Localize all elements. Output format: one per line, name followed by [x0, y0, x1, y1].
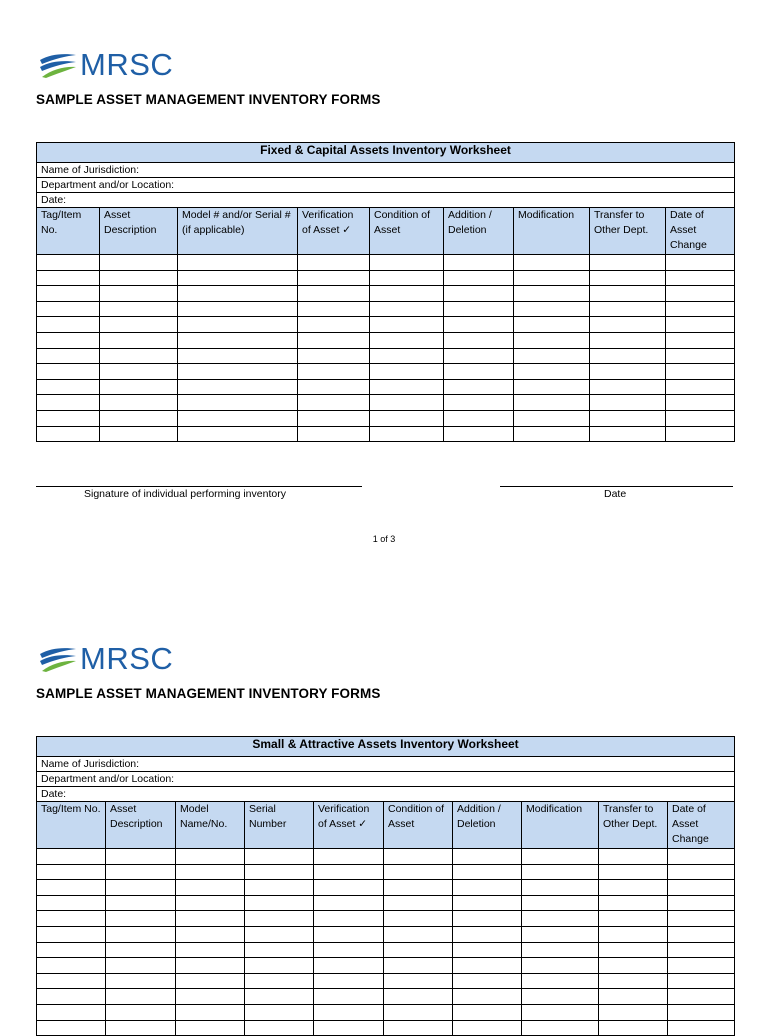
table-cell[interactable]	[37, 1020, 106, 1036]
table-cell[interactable]	[522, 989, 599, 1005]
table-row	[37, 942, 735, 958]
table-cell[interactable]	[37, 301, 100, 317]
table-cell[interactable]	[668, 1004, 735, 1020]
table-row	[37, 989, 735, 1005]
table-cell[interactable]	[590, 348, 666, 364]
table-cell[interactable]	[522, 895, 599, 911]
table-cell[interactable]	[298, 332, 370, 348]
table-cell[interactable]	[106, 1004, 176, 1020]
table-cell[interactable]	[453, 895, 522, 911]
column-header: Asset Description	[100, 208, 178, 255]
table-row	[37, 395, 735, 411]
table-cell[interactable]	[314, 1020, 384, 1036]
table-cell[interactable]	[384, 1004, 453, 1020]
table-cell[interactable]	[590, 410, 666, 426]
table-row	[37, 379, 735, 395]
table-cell[interactable]	[444, 286, 514, 302]
table-cell[interactable]	[178, 348, 298, 364]
table-cell[interactable]	[176, 864, 245, 880]
table-cell[interactable]	[514, 410, 590, 426]
table-cell[interactable]	[599, 911, 668, 927]
table-cell[interactable]	[370, 332, 444, 348]
table-cell[interactable]	[106, 911, 176, 927]
table-cell[interactable]	[666, 379, 735, 395]
table-cell[interactable]	[666, 301, 735, 317]
table-cell[interactable]	[599, 1004, 668, 1020]
table-cell[interactable]	[37, 332, 100, 348]
table-cell[interactable]	[245, 958, 314, 974]
table-cell[interactable]	[37, 942, 106, 958]
small-assets-worksheet	[36, 736, 735, 1036]
table-cell[interactable]	[176, 989, 245, 1005]
table-cell[interactable]	[100, 286, 178, 302]
table-cell[interactable]	[444, 364, 514, 380]
worksheet-title: Fixed & Capital Assets Inventory Worksheet	[37, 143, 735, 163]
jurisdiction-field[interactable]: Name of Jurisdiction:	[37, 757, 735, 772]
table-cell[interactable]	[590, 286, 666, 302]
table-cell[interactable]	[37, 317, 100, 333]
table-cell[interactable]	[100, 364, 178, 380]
table-cell[interactable]	[666, 364, 735, 380]
table-cell[interactable]	[314, 911, 384, 927]
table-cell[interactable]	[668, 989, 735, 1005]
table-cell[interactable]	[37, 849, 106, 865]
table-cell[interactable]	[384, 895, 453, 911]
date-label: Date	[604, 488, 627, 500]
table-cell[interactable]	[298, 270, 370, 286]
table-row	[37, 255, 735, 271]
table-cell[interactable]	[178, 332, 298, 348]
table-cell[interactable]	[514, 301, 590, 317]
table-cell[interactable]	[370, 410, 444, 426]
table-cell[interactable]	[298, 410, 370, 426]
table-cell[interactable]	[666, 395, 735, 411]
table-cell[interactable]	[298, 286, 370, 302]
table-cell[interactable]	[100, 395, 178, 411]
table-cell[interactable]	[176, 1004, 245, 1020]
table-body	[37, 255, 735, 442]
table-row	[37, 958, 735, 974]
table-cell[interactable]	[514, 426, 590, 442]
table-row	[37, 880, 735, 896]
table-cell[interactable]	[384, 973, 453, 989]
table-cell[interactable]	[178, 270, 298, 286]
column-header: Transfer to Other Dept.	[599, 802, 668, 849]
table-row	[37, 410, 735, 426]
table-cell[interactable]	[370, 255, 444, 271]
table-cell[interactable]	[666, 317, 735, 333]
table-cell[interactable]	[245, 864, 314, 880]
table-cell[interactable]	[106, 849, 176, 865]
table-row	[37, 332, 735, 348]
table-cell[interactable]	[666, 270, 735, 286]
table-cell[interactable]	[370, 286, 444, 302]
table-cell[interactable]	[245, 895, 314, 911]
table-cell[interactable]	[298, 395, 370, 411]
table-cell[interactable]	[666, 426, 735, 442]
table-cell[interactable]	[514, 332, 590, 348]
table-cell[interactable]	[453, 958, 522, 974]
table-cell[interactable]	[590, 301, 666, 317]
table-row	[37, 926, 735, 942]
table-cell[interactable]	[314, 942, 384, 958]
table-cell[interactable]	[245, 1020, 314, 1036]
table-cell[interactable]	[522, 864, 599, 880]
table-cell[interactable]	[370, 301, 444, 317]
table-cell[interactable]	[599, 895, 668, 911]
table-cell[interactable]	[245, 1004, 314, 1020]
table-cell[interactable]	[176, 942, 245, 958]
table-cell[interactable]	[590, 270, 666, 286]
table-cell[interactable]	[599, 989, 668, 1005]
table-cell[interactable]	[37, 973, 106, 989]
mrsc-logo-mark-icon	[38, 645, 78, 673]
column-header: Asset Description	[106, 802, 176, 849]
table-cell[interactable]	[37, 255, 100, 271]
column-header: Addition / Deletion	[453, 802, 522, 849]
table-row	[37, 911, 735, 927]
table-cell[interactable]	[106, 958, 176, 974]
table-cell[interactable]	[668, 880, 735, 896]
column-header: Model # and/or Serial # (if applicable)	[178, 208, 298, 255]
table-cell[interactable]	[176, 849, 245, 865]
table-cell[interactable]	[178, 426, 298, 442]
table-cell[interactable]	[176, 1020, 245, 1036]
department-field[interactable]: Department and/or Location:	[37, 178, 735, 193]
table-cell[interactable]	[100, 426, 178, 442]
table-cell[interactable]	[384, 864, 453, 880]
table-cell[interactable]	[599, 926, 668, 942]
table-cell[interactable]	[668, 1020, 735, 1036]
table-cell[interactable]	[100, 317, 178, 333]
table-cell[interactable]	[106, 942, 176, 958]
column-header: Date of Asset Change	[668, 802, 735, 849]
column-header: Date of Asset Change	[666, 208, 735, 255]
table-cell[interactable]	[590, 379, 666, 395]
table-cell[interactable]	[384, 1020, 453, 1036]
table-cell[interactable]	[666, 348, 735, 364]
table-cell[interactable]	[522, 1004, 599, 1020]
table-cell[interactable]	[37, 926, 106, 942]
table-cell[interactable]	[245, 973, 314, 989]
table-cell[interactable]	[245, 849, 314, 865]
table-cell[interactable]	[522, 942, 599, 958]
table-cell[interactable]	[314, 895, 384, 911]
worksheet-title: Small & Attractive Assets Inventory Worksheet	[37, 737, 735, 757]
column-header: Verification of Asset ✓	[298, 208, 370, 255]
table-cell[interactable]	[453, 926, 522, 942]
table-cell[interactable]	[37, 395, 100, 411]
table-cell[interactable]	[106, 864, 176, 880]
table-cell[interactable]	[100, 255, 178, 271]
table-cell[interactable]	[298, 426, 370, 442]
table-cell[interactable]	[668, 942, 735, 958]
table-cell[interactable]	[370, 270, 444, 286]
jurisdiction-field[interactable]: Name of Jurisdiction:	[37, 163, 735, 178]
table-cell[interactable]	[522, 880, 599, 896]
table-row	[37, 895, 735, 911]
table-cell[interactable]	[453, 942, 522, 958]
table-cell[interactable]	[100, 348, 178, 364]
table-row	[37, 973, 735, 989]
table-cell[interactable]	[314, 958, 384, 974]
column-header: Serial Number	[245, 802, 314, 849]
table-cell[interactable]	[590, 395, 666, 411]
table-cell[interactable]	[590, 332, 666, 348]
table-cell[interactable]	[178, 395, 298, 411]
table-cell[interactable]	[100, 410, 178, 426]
table-cell[interactable]	[590, 255, 666, 271]
column-header: Model Name/No.	[176, 802, 245, 849]
table-cell[interactable]	[453, 880, 522, 896]
table-cell[interactable]	[298, 348, 370, 364]
table-cell[interactable]	[522, 849, 599, 865]
table-cell[interactable]	[599, 958, 668, 974]
column-header: Modification	[514, 208, 590, 255]
table-cell[interactable]	[314, 864, 384, 880]
signature-label: Signature of individual performing inventory	[84, 488, 286, 500]
table-cell[interactable]	[176, 958, 245, 974]
table-cell[interactable]	[106, 880, 176, 896]
table-cell[interactable]	[599, 849, 668, 865]
table-cell[interactable]	[370, 395, 444, 411]
table-cell[interactable]	[444, 410, 514, 426]
table-cell[interactable]	[599, 1020, 668, 1036]
table-cell[interactable]	[370, 379, 444, 395]
column-header: Condition of Asset	[384, 802, 453, 849]
table-cell[interactable]	[668, 926, 735, 942]
table-cell[interactable]	[668, 895, 735, 911]
table-cell[interactable]	[100, 332, 178, 348]
table-cell[interactable]	[453, 864, 522, 880]
table-cell[interactable]	[384, 942, 453, 958]
table-cell[interactable]	[298, 301, 370, 317]
table-cell[interactable]	[176, 911, 245, 927]
table-cell[interactable]	[176, 973, 245, 989]
table-cell[interactable]	[668, 911, 735, 927]
table-cell[interactable]	[599, 973, 668, 989]
logo-text: MRSC	[80, 641, 174, 676]
table-cell[interactable]	[245, 989, 314, 1005]
table-cell[interactable]	[298, 364, 370, 380]
table-cell[interactable]	[666, 410, 735, 426]
table-cell[interactable]	[599, 880, 668, 896]
table-cell[interactable]	[314, 989, 384, 1005]
column-header: Condition of Asset	[370, 208, 444, 255]
table-cell[interactable]	[298, 255, 370, 271]
table-cell[interactable]	[514, 255, 590, 271]
table-cell[interactable]	[314, 849, 384, 865]
table-cell[interactable]	[176, 880, 245, 896]
table-cell[interactable]	[37, 379, 100, 395]
table-cell[interactable]	[514, 286, 590, 302]
table-cell[interactable]	[384, 926, 453, 942]
table-cell[interactable]	[514, 270, 590, 286]
table-cell[interactable]	[37, 426, 100, 442]
table-cell[interactable]	[668, 958, 735, 974]
table-cell[interactable]	[245, 880, 314, 896]
table-cell[interactable]	[590, 364, 666, 380]
signature-line	[36, 486, 362, 487]
table-cell[interactable]	[522, 926, 599, 942]
table-row	[37, 317, 735, 333]
table-cell[interactable]	[668, 973, 735, 989]
table-cell[interactable]	[522, 911, 599, 927]
table-cell[interactable]	[100, 270, 178, 286]
table-cell[interactable]	[590, 426, 666, 442]
table-cell[interactable]	[106, 926, 176, 942]
table-cell[interactable]	[666, 332, 735, 348]
table-cell[interactable]	[106, 895, 176, 911]
table-cell[interactable]	[37, 364, 100, 380]
table-cell[interactable]	[384, 849, 453, 865]
table-cell[interactable]	[668, 849, 735, 865]
table-cell[interactable]	[444, 426, 514, 442]
table-row	[37, 1020, 735, 1036]
table-cell[interactable]	[514, 364, 590, 380]
column-header: Tag/Item No.	[37, 802, 106, 849]
table-cell[interactable]	[666, 286, 735, 302]
table-cell[interactable]	[384, 989, 453, 1005]
table-cell[interactable]	[106, 1020, 176, 1036]
table-row	[37, 1004, 735, 1020]
table-cell[interactable]	[37, 958, 106, 974]
page-number: 1 of 3	[372, 534, 396, 544]
table-cell[interactable]	[444, 348, 514, 364]
table-cell[interactable]	[176, 895, 245, 911]
table-cell[interactable]	[666, 255, 735, 271]
table-cell[interactable]	[522, 973, 599, 989]
column-header: Tag/Item No.	[37, 208, 100, 255]
table-cell[interactable]	[178, 410, 298, 426]
table-row	[37, 864, 735, 880]
column-header: Modification	[522, 802, 599, 849]
table-cell[interactable]	[590, 317, 666, 333]
table-cell[interactable]	[453, 911, 522, 927]
table-cell[interactable]	[37, 911, 106, 927]
table-cell[interactable]	[370, 348, 444, 364]
table-cell[interactable]	[178, 286, 298, 302]
table-row	[37, 426, 735, 442]
table-cell[interactable]	[522, 1020, 599, 1036]
department-field[interactable]: Department and/or Location:	[37, 772, 735, 787]
table-cell[interactable]	[314, 926, 384, 942]
table-row	[37, 364, 735, 380]
table-cell[interactable]	[599, 864, 668, 880]
table-cell[interactable]	[444, 395, 514, 411]
table-cell[interactable]	[245, 926, 314, 942]
mrsc-logo-mark-icon	[38, 51, 78, 79]
date-line	[500, 486, 733, 487]
mrsc-logo	[38, 49, 173, 81]
table-row	[37, 286, 735, 302]
mrsc-logo	[38, 643, 173, 675]
table-cell[interactable]	[314, 1004, 384, 1020]
table-cell[interactable]	[444, 379, 514, 395]
table-cell[interactable]	[245, 942, 314, 958]
table-cell[interactable]	[178, 255, 298, 271]
table-cell[interactable]	[384, 880, 453, 896]
table-cell[interactable]	[384, 958, 453, 974]
table-cell[interactable]	[178, 301, 298, 317]
table-cell[interactable]	[37, 1004, 106, 1020]
table-cell[interactable]	[37, 410, 100, 426]
table-cell[interactable]	[453, 849, 522, 865]
table-cell[interactable]	[106, 989, 176, 1005]
table-cell[interactable]	[37, 989, 106, 1005]
table-body	[37, 849, 735, 1036]
table-cell[interactable]	[522, 958, 599, 974]
table-cell[interactable]	[178, 379, 298, 395]
table-cell[interactable]	[668, 864, 735, 880]
table-cell[interactable]	[599, 942, 668, 958]
fixed-assets-worksheet	[36, 142, 735, 442]
table-cell[interactable]	[314, 880, 384, 896]
column-header: Transfer to Other Dept.	[590, 208, 666, 255]
column-header: Verification of Asset ✓	[314, 802, 384, 849]
table-cell[interactable]	[314, 973, 384, 989]
page-title: SAMPLE ASSET MANAGEMENT INVENTORY FORMS	[36, 92, 381, 107]
table-cell[interactable]	[37, 895, 106, 911]
table-cell[interactable]	[176, 926, 245, 942]
table-cell[interactable]	[298, 317, 370, 333]
table-cell[interactable]	[514, 379, 590, 395]
date-field[interactable]: Date:	[37, 787, 735, 802]
table-cell[interactable]	[100, 379, 178, 395]
table-cell[interactable]	[514, 395, 590, 411]
table-cell[interactable]	[453, 989, 522, 1005]
table-cell[interactable]	[298, 379, 370, 395]
logo-text: MRSC	[80, 47, 174, 82]
table-cell[interactable]	[245, 911, 314, 927]
table-cell[interactable]	[37, 864, 106, 880]
table-cell[interactable]	[384, 911, 453, 927]
table-row	[37, 849, 735, 865]
table-cell[interactable]	[37, 286, 100, 302]
page-title: SAMPLE ASSET MANAGEMENT INVENTORY FORMS	[36, 686, 381, 701]
table-cell[interactable]	[37, 880, 106, 896]
table-cell[interactable]	[444, 317, 514, 333]
table-row	[37, 301, 735, 317]
table-cell[interactable]	[370, 317, 444, 333]
table-cell[interactable]	[37, 348, 100, 364]
table-row	[37, 348, 735, 364]
table-cell[interactable]	[453, 973, 522, 989]
table-cell[interactable]	[453, 1004, 522, 1020]
table-cell[interactable]	[444, 301, 514, 317]
table-cell[interactable]	[444, 332, 514, 348]
table-cell[interactable]	[370, 426, 444, 442]
table-cell[interactable]	[514, 348, 590, 364]
table-cell[interactable]	[444, 270, 514, 286]
table-row	[37, 270, 735, 286]
table-cell[interactable]	[444, 255, 514, 271]
table-cell[interactable]	[514, 317, 590, 333]
table-cell[interactable]	[453, 1020, 522, 1036]
table-cell[interactable]	[370, 364, 444, 380]
table-cell[interactable]	[178, 317, 298, 333]
table-cell[interactable]	[100, 301, 178, 317]
table-cell[interactable]	[37, 270, 100, 286]
table-cell[interactable]	[178, 364, 298, 380]
date-field[interactable]: Date:	[37, 193, 735, 208]
column-header: Addition / Deletion	[444, 208, 514, 255]
table-cell[interactable]	[106, 973, 176, 989]
